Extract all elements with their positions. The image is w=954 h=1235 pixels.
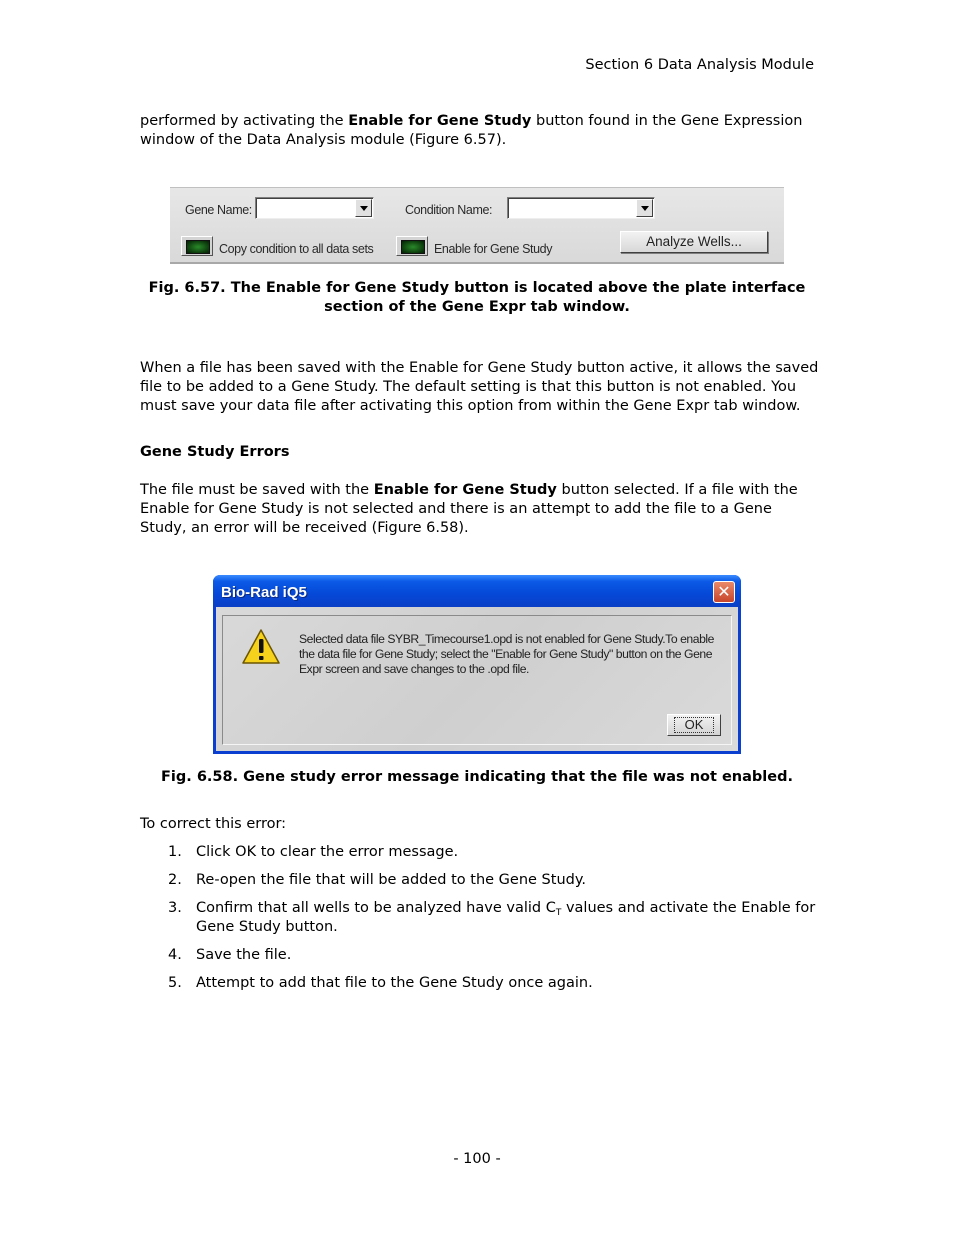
figure-caption-6-58: Fig. 6.58. Gene study error message indicating that the file was not enabled. [161, 769, 793, 785]
error-message: Selected data file SYBR_Timecourse1.opd is not enabled for Gene Study.To enable the data file for Gene Study; select the "Enable for Gene Study" button on the Gene Expr screen and save changes to the .opd file. [299, 632, 714, 676]
errors-text: The file must be saved with the [140, 482, 374, 498]
close-icon[interactable]: ✕ [713, 581, 735, 603]
list-item [140, 899, 820, 937]
list-item [140, 843, 820, 862]
gene-name-label: Gene Name: [185, 203, 252, 217]
list-number: 5. [168, 975, 182, 991]
errors-paragraph [140, 481, 820, 538]
dialog-title: Bio-Rad iQ5 [221, 584, 307, 601]
intro-text: performed by activating the [140, 113, 349, 129]
list-number: 1. [168, 844, 182, 860]
correction-steps-list [140, 843, 820, 1002]
dialog-panel [222, 615, 732, 745]
copy-condition-label: Copy condition to all data sets [219, 242, 374, 256]
intro-bold-term: Enable for Gene Study [348, 113, 532, 129]
dropdown-arrow-icon[interactable] [355, 199, 372, 217]
subscript-t: T [555, 908, 562, 918]
ok-button[interactable] [667, 714, 721, 736]
errors-bold-term: Enable for Gene Study [373, 482, 557, 498]
list-item [140, 974, 820, 993]
list-number: 4. [168, 947, 182, 963]
dialog-titlebar[interactable] [213, 575, 741, 607]
warning-icon [241, 628, 281, 666]
ok-button-label: OK [674, 717, 715, 733]
list-text: Save the file. [196, 947, 292, 963]
gene-name-dropdown[interactable] [255, 197, 374, 219]
correct-intro: To correct this error: [140, 816, 287, 832]
condition-name-dropdown[interactable] [507, 197, 655, 219]
errors-text-end: button selected. If a file with the Enable for Gene Study is not selected and there is an attempt to add the file to a Gene Study, an error will be received (Figure 6.58). [140, 482, 798, 536]
intro-paragraph [140, 112, 820, 150]
running-header: Section 6 Data Analysis Module [585, 57, 814, 73]
analyze-wells-button[interactable]: Analyze Wells... [620, 231, 768, 253]
list-number: 3. [168, 900, 182, 916]
list-item [140, 871, 820, 890]
enable-gene-study-toggle[interactable] [396, 236, 428, 256]
list-number: 2. [168, 872, 182, 888]
intro-text-end: button found in the Gene Expression window of the Data Analysis module (Figure 6.57). [140, 113, 803, 148]
error-dialog-figure [213, 575, 741, 754]
saved-file-paragraph: When a file has been saved with the Enable for Gene Study button active, it allows the saved file to be added to a Gene Study. The default setting is that this button is not enabled. You must save your data file after activating this option from within the Gene Expr tab window. [140, 360, 819, 414]
list-text-end: values and activate the Enable for Gene Study button. [196, 900, 816, 935]
enable-gene-study-label: Enable for Gene Study [434, 242, 553, 256]
section-heading: Gene Study Errors [140, 444, 290, 460]
list-item [140, 946, 820, 965]
copy-condition-toggle[interactable] [181, 236, 213, 256]
list-text: Click OK to clear the error message. [196, 844, 459, 860]
figure-caption-6-57: Fig. 6.57. The Enable for Gene Study button is located above the plate interface section of the Gene Expr tab window. [148, 280, 806, 315]
condition-name-label: Condition Name: [405, 203, 493, 217]
list-text: Confirm that all wells to be analyzed have valid C [196, 900, 556, 916]
gene-expression-toolbar-figure [170, 187, 784, 264]
list-text: Re-open the file that will be added to the Gene Study. [196, 872, 586, 888]
dialog-body [216, 607, 738, 751]
list-text: Attempt to add that file to the Gene Study once again. [196, 975, 593, 991]
dropdown-arrow-icon[interactable] [636, 199, 653, 217]
page-number: - 100 - [453, 1151, 501, 1167]
